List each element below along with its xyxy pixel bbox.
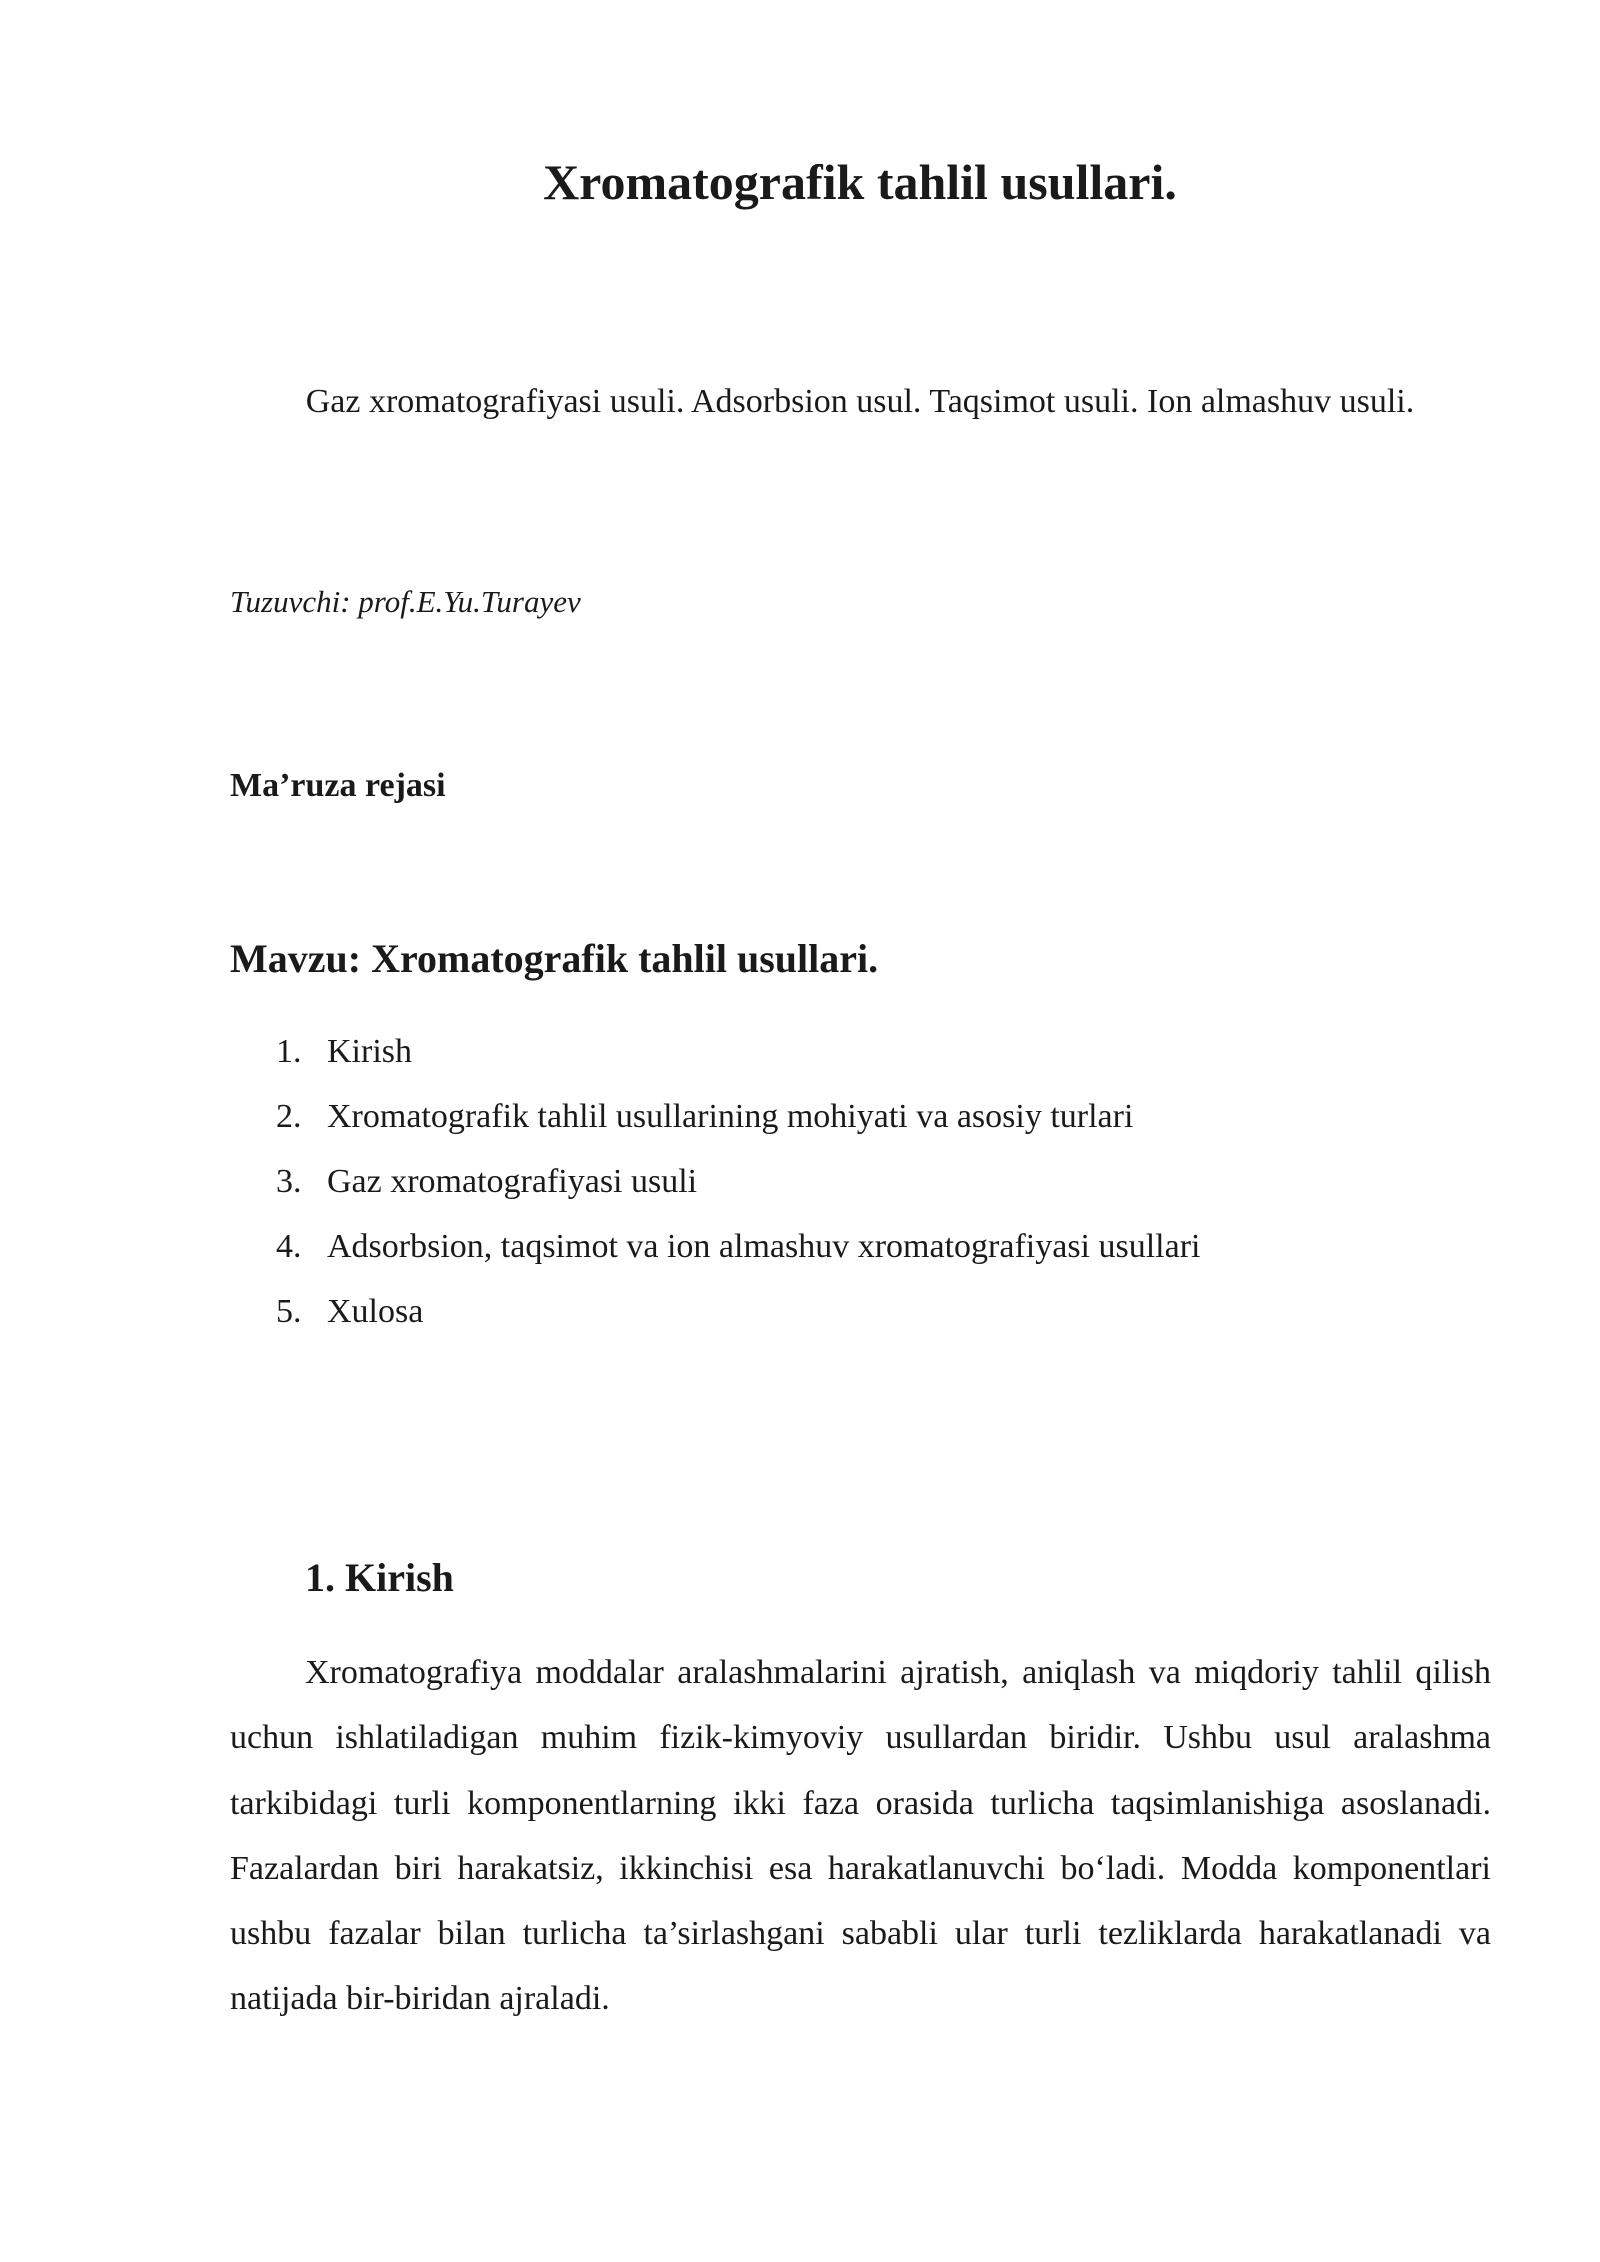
lecture-plan-heading: Ma’ruza rejasi [230,767,446,804]
outline-item-number: 5. [276,1293,302,1330]
outline-item-number: 2. [276,1098,302,1135]
outline-item-text: Gaz xromatografiyasi usuli [327,1163,698,1200]
outline-item-text: Xromatografik tahlil usullarining mohiyati va asosiy turlari [327,1098,1134,1135]
outline-item-text: Xulosa [327,1293,424,1330]
topic-heading: Mavzu: Xromatografik tahlil usullari. [230,936,879,981]
document-title: Xromatografik tahlil usullari. [543,154,1177,210]
introduction-paragraph: Xromatografiya moddalar aralashmalarini ajratish, aniqlash va miqdoriy tahlil qilish uchun ishlatiladigan muhim fizik-kimyoviy usullardan biridir. Ushbu usul aralashma tarkibidagi turli komponentlarning ikki faza orasida turlicha taqsimlanishiga asoslanadi. Fazalardan biri harakatsiz, ikkinchisi esa harakatlanuvchi bo‘ladi. Modda komponentlari ushbu fazalar bilan turlicha ta’sirlashgani sababli ular turli tezliklarda harakatlanadi va natijada bir-biridan ajraladi. [230,1654,1491,2018]
outline-item-text: Kirish [327,1033,412,1070]
outline-item-text: Adsorbsion, taqsimot va ion almashuv xromatografiyasi usullari [327,1228,1201,1265]
outline-item-number: 4. [276,1228,302,1265]
outline-item-number: 3. [276,1163,302,1200]
outline-item-number: 1. [276,1033,302,1070]
document-subtitle: Gaz xromatografiyasi usuli. Adsorbsion usul. Taqsimot usuli. Ion almashuv usuli. [305,383,1415,420]
section-heading-introduction: 1. Kirish [305,1555,454,1600]
author-line: Tuzuvchi: prof.E.Yu.Turayev [230,584,581,619]
